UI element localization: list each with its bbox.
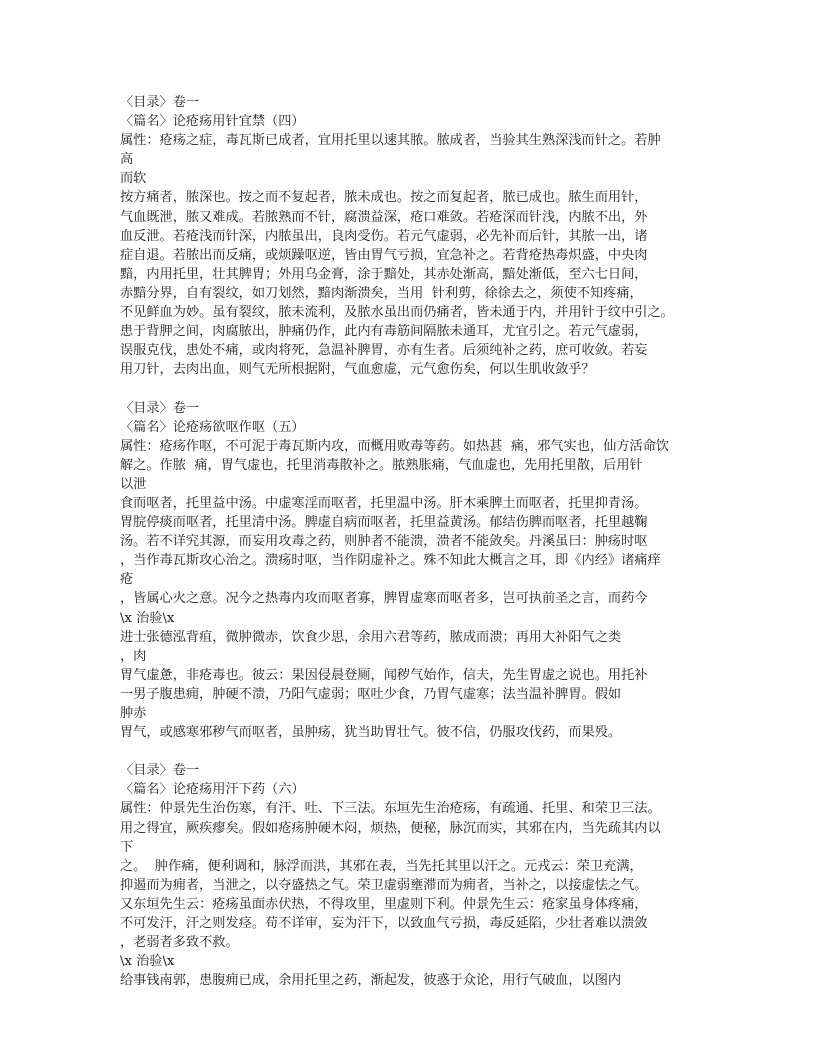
text-line: 属性：疮疡之症，毒瓦斯已成者，宜用托里以速其脓。脓成者，当验其生熟深浅而针之。若肿: [120, 133, 661, 149]
text-line: 不见鲜血为妙。虽有裂纹，脓未流利，及脓水虽出而仍痛者，皆未通于内，并用针于纹中引之。: [120, 305, 674, 321]
text-line: 高: [120, 152, 134, 168]
text-line: 气血既泄，脓又难成。若脓熟而不针，腐溃益深，疮口难敛。若疮深而针浅，内脓不出，外: [120, 209, 648, 225]
text-line: 肿赤: [120, 706, 147, 721]
text-line: 之。 肿作痛，便利调和，脉浮而洪，其邪在表，当先托其里以汗之。元戎云：荣卫充满，: [120, 858, 643, 874]
text-line: 解之。作脓 痛，胃气虚也，托里消毒散补之。脓熟胀痛，气血虚也，先用托里散，后用针: [120, 457, 643, 473]
text-line: 胃气，或感寒邪秽气而呕者，虽肿疡，犹当助胃壮气。彼不信，仍服攻伐药，而果殁。: [120, 725, 622, 741]
text-line: 用之得宜，厥疾瘳矣。假如疮疡肿硬木闷，烦热，便秘，脉沉而实，其邪在内，当先疏其内以: [120, 820, 661, 836]
text-line: 胃脘停痰而呕者，托里清中汤。脾虚自病而呕者，托里益黄汤。郁结伤脾而呕者，托里越鞠: [120, 515, 648, 531]
section-gap: [120, 379, 710, 398]
text-line: 误服克伐，患处不痛，或肉将死，急温补脾胃，亦有生者。后须纯补之药，庶可收敛。若妄: [120, 343, 648, 359]
text-line: 赤黯分界，自有裂纹，如刀划然，黯肉渐溃矣，当用 针利剪，徐徐去之，须使不知疼痛，: [120, 285, 643, 301]
text-line: 抑遏而为痈者，当泄之，以夺盛热之气。荣卫虚弱壅滞而为痈者，当补之，以接虚怯之气。: [120, 877, 648, 893]
text-line: 属性：仲景先生治伤寒，有汗、吐、下三法。东垣先生治疮疡，有疏通、托里、和荣卫三法。: [120, 801, 661, 817]
text-line: \x 治验\x: [120, 610, 175, 626]
text-line: ，皆属心火之意。况今之热毒内攻而呕者寡，脾胃虚寒而呕者多，岂可执前圣之言，而药今: [120, 591, 648, 607]
document-page: [120, 93, 710, 990]
text-line: ，肉: [120, 648, 147, 664]
text-line: 血反泄。若疮浅而针深，内脓虽出，良肉受伤。若元气虚弱，必先补而后针，其脓一出，诸: [120, 228, 648, 244]
text-line: 疮: [120, 572, 134, 588]
text-line: \x 治验\x: [120, 954, 175, 970]
text-line: 〈目录〉卷一: [120, 95, 200, 110]
text-line: ，当作毒瓦斯攻心治之。溃疡时呕，当作阴虚补之。殊不知此大概言之耳，即《内经》诸痛痒: [120, 553, 661, 569]
text-line: 〈目录〉卷一: [120, 763, 200, 779]
text-line: 下: [120, 839, 134, 855]
section-toc-vomit: [120, 399, 710, 743]
text-line: 患于背胛之间，肉腐脓出，肿痛仍作，此内有毒筋间隔脓未通耳，尤宜引之。若元气虚弱，: [120, 324, 648, 340]
text-line: 症自退。若脓出而反痛，或烦躁呕逆，皆由胃气亏损，宜急补之。若背疮热毒炽盛，中央肉: [120, 247, 648, 263]
text-line: 胃气虚惫，非疮毒也。彼云：果因侵晨登厕，闻秽气始作，信夫，先生胃虚之说也。用托补: [120, 667, 648, 683]
text-line: 黯，内用托里，壮其脾胃；外用乌金膏，涂于黯处，其赤处渐高，黯处渐低，至六七日间，: [120, 266, 648, 282]
text-line: 〈篇名〉论疮疡用针宜禁（四）: [120, 114, 305, 130]
section-toc-sweat: [120, 761, 710, 990]
text-line: 不可发汗，汗之则发痉。苟不详审，妄为汗下，以致血气亏损，毒反延陷，少壮者难以溃敛: [120, 916, 648, 932]
text-line: 以泄: [120, 476, 147, 492]
text-line: 〈篇名〉论疮疡用汗下药（六）: [120, 782, 305, 798]
text-line: 进士张德泓背疽，微肿微赤，饮食少思，余用六君等药，脓成而溃；再用大补阳气之类: [120, 629, 622, 645]
text-line: 给事钱南郭，患腹痈已成，余用托里之药，渐起发，彼惑于众论，用行气破血，以图内: [120, 973, 622, 989]
text-line: 〈目录〉卷一: [120, 400, 200, 416]
text-line: ，老弱者多致不救。: [120, 935, 239, 951]
text-line: 按方痛者，脓深也。按之而不复起者，脓未成也。按之而复起者，脓已成也。脓生而用针，: [120, 190, 648, 206]
text-line: 汤。若不详究其源，而妄用攻毒之药，则肿者不能溃，溃者不能敛矣。丹溪虽曰：肿疡时呕: [120, 534, 648, 550]
text-line: 属性：疮疡作呕，不可泥于毒瓦斯内攻，而概用败毒等药。如热甚 痛，邪气实也，仙方活命饮: [120, 438, 670, 454]
section-gap: [120, 742, 710, 761]
text-line: 食而呕者，托里益中汤。中虚寒淫而呕者，托里温中汤。肝木乘脾土而呕者，托里抑青汤。: [120, 495, 648, 511]
text-line: 一男子腹患痈，肿硬不溃，乃阳气虚弱；呕吐少食，乃胃气虚寒；法当温补脾胃。假如: [120, 686, 622, 702]
text-line: 又东垣先生云：疮疡虽面赤伏热，不得攻里，里虚则下利。仲景先生云：疮家虽身体疼痛，: [120, 896, 648, 912]
text-line: 而软: [120, 171, 147, 187]
section-toc-needle: [120, 93, 710, 379]
text-line: 用刀针，去肉出血，则气无所根据附，气血愈虚，元气愈伤矣，何以生肌收敛乎？: [120, 362, 595, 378]
text-line: 〈篇名〉论疮疡欲呕作呕（五）: [120, 419, 305, 435]
